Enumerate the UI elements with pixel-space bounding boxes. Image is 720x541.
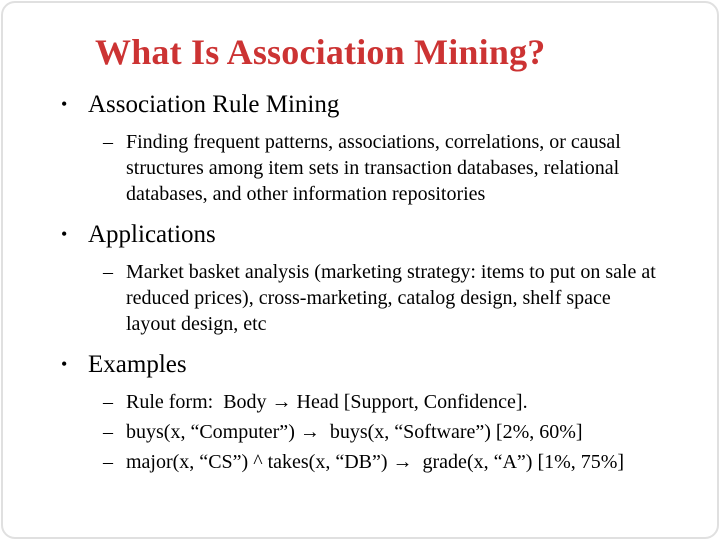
bullet-heading: Examples [88,351,187,378]
bullet-heading: Association Rule Mining [88,91,340,118]
sub-bullet-rule-form [103,389,661,415]
bullet-examples [61,351,661,379]
sub-bullet-text: Rule form: Body → Head [Support, Confidence]. [126,391,528,413]
sub-bullet-major-takes-rule [103,449,661,475]
level1-bullet-marker: • [61,354,68,374]
level2-dash-marker: – [103,421,113,443]
bullet-heading: Applications [88,221,216,248]
bullet-association-rule-mining [61,91,661,119]
level2-dash-marker: – [103,391,113,413]
slide [1,1,719,539]
sub-bullet-text: Finding frequent patterns, associations, correlations, or causal structures among item sets in transaction databases, relational databases, and other information repositories [126,131,626,205]
sub-bullet-market-basket-analysis [103,259,661,337]
sub-bullet-text: major(x, “CS”) ^ takes(x, “DB”) → grade(x, “A”) [1%, 75%] [126,451,625,473]
level2-dash-marker: – [103,261,113,283]
slide-title: What Is Association Mining? [95,32,546,72]
sub-bullet-finding-frequent-patterns [103,129,661,207]
sub-bullet-buys-rule [103,419,661,445]
bullet-applications [61,221,661,249]
sub-bullet-text: Market basket analysis (marketing strategy: items to put on sale at reduced prices), cross-marketing, catalog design, shelf space layout design, etc [126,261,661,335]
level1-bullet-marker: • [61,94,68,114]
sub-bullet-text: buys(x, “Computer”) → buys(x, “Software”) [2%, 60%] [126,421,583,443]
level1-bullet-marker: • [61,224,68,244]
level2-dash-marker: – [103,131,113,153]
level2-dash-marker: – [103,451,113,473]
examples-list [43,389,661,475]
